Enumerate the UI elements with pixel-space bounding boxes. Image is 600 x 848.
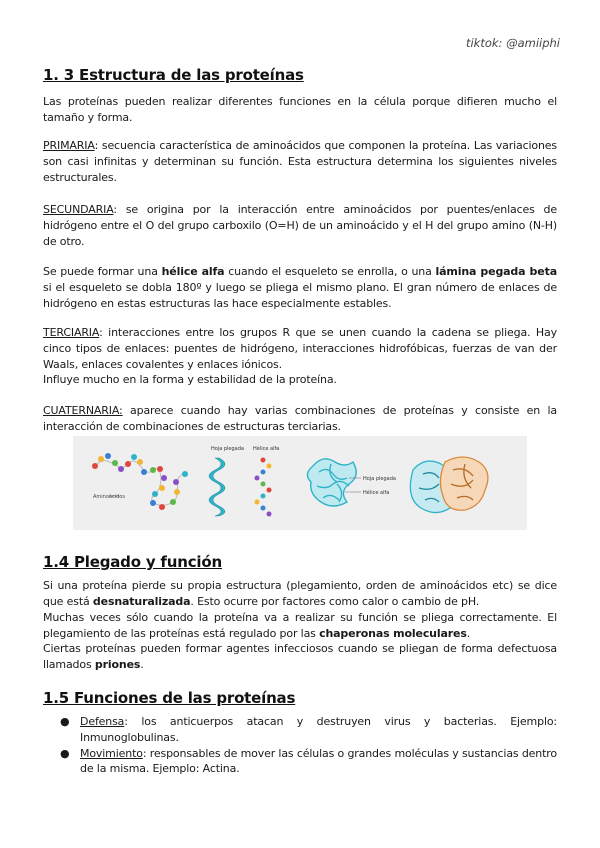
plegado-paragraph-1 bbox=[43, 578, 557, 610]
section-title-1-5: 1.5 Funciones de las proteínas bbox=[43, 689, 296, 707]
funciones-list bbox=[60, 714, 557, 777]
cuaternaria-label: CUATERNARIA: bbox=[43, 404, 123, 417]
primaria-text: : secuencia característica de aminoácidos que componen la proteína. Las variaciones son casi infinitas y determinan su función. Esta estructura determina los siguientes niveles estructurales. bbox=[43, 139, 557, 184]
label-terc-hoja: Hoja plegada bbox=[363, 476, 396, 482]
helice-text-c: cuando el esqueleto se enrolla, o una bbox=[224, 265, 436, 278]
terciaria-paragraph bbox=[43, 325, 557, 388]
cuaternaria-paragraph bbox=[43, 403, 557, 435]
terciaria-label: TERCIARIA bbox=[43, 326, 100, 339]
secondary-bead-helix bbox=[255, 458, 272, 517]
desnaturalizada-bold: desnaturalizada bbox=[92, 594, 191, 608]
chaperonas-bold: chaperonas moleculares bbox=[319, 626, 467, 640]
plegado-p2a: Muchas veces sólo cuando la proteína va a realizar su función se pliega correctamente. El plegamiento de las proteínas está regulado por las bbox=[43, 611, 557, 640]
primary-structure-chain bbox=[92, 453, 188, 510]
protein-structure-illustration bbox=[73, 436, 527, 530]
defensa-text: : los anticuerpos atacan y destruyen virus y bacterias. Ejemplo: Inmunoglobulinas. bbox=[80, 715, 557, 744]
helice-paragraph bbox=[43, 264, 557, 311]
label-hoja-plegada: Hoja plegada bbox=[211, 446, 244, 452]
primaria-paragraph bbox=[43, 138, 557, 185]
intro-paragraph: Las proteínas pueden realizar diferentes funciones en la célula porque difieren mucho el tamaño y forma. bbox=[43, 95, 557, 124]
lamina-beta-bold: lámina pegada beta bbox=[435, 265, 557, 278]
cuaternaria-text: aparece cuando hay varias combinaciones de proteínas y consiste en la interacción de combinaciones de estructuras terciarias. bbox=[43, 404, 557, 433]
movimiento-text: : responsables de mover las células o grandes moléculas y sustancias dentro de la misma. Ejemplo: Actina. bbox=[80, 746, 557, 776]
plegado-p1a: Si una proteína pierde su propia estructura (plegamiento, orden de aminoácidos etc) se dice que está bbox=[43, 579, 557, 608]
label-aminoacidos: Aminoácidos bbox=[93, 494, 125, 500]
plegado-paragraph-2 bbox=[43, 610, 557, 642]
defensa-label: Defensa bbox=[80, 715, 125, 728]
helice-text-e: si el esqueleto se dobla 180º y luego se pliega el mismo plano. El gran número de enlaces de hidrógeno en estas estructuras las hace especialmente estables. bbox=[43, 280, 557, 310]
section-title-1-4: 1.4 Plegado y función bbox=[43, 553, 222, 571]
section-title-1-3: 1. 3 Estructura de las proteínas bbox=[43, 66, 304, 84]
priones-bold: priones bbox=[94, 657, 141, 671]
helice-alfa-bold: hélice alfa bbox=[161, 265, 225, 278]
plegado-p2c: . bbox=[466, 626, 471, 640]
bullet-dot: ● bbox=[60, 746, 70, 760]
label-helice-alfa: Hélice alfa bbox=[253, 446, 280, 452]
secondary-helix bbox=[209, 458, 225, 516]
quaternary-structure bbox=[410, 457, 488, 513]
secundaria-label: SECUNDARIA bbox=[43, 203, 114, 216]
helice-text-a: Se puede formar una bbox=[43, 265, 162, 278]
tertiary-structure bbox=[307, 459, 356, 506]
terciaria-text: : interacciones entre los grupos R que se unen cuando la cadena se pliega. Hay cinco tipos de enlaces: puentes de hidrógeno, interacciones hidrofóbicas, fuerzas de van der Waals, enlaces covalentes y enlaces iónicos. bbox=[43, 326, 557, 371]
primaria-label: PRIMARIA bbox=[43, 139, 95, 152]
plegado-p1c: . Esto ocurre por factores como calor o cambio de pH. bbox=[190, 594, 480, 608]
movimiento-label: Movimiento bbox=[80, 746, 143, 760]
label-terc-helice: Hélice alfa bbox=[363, 490, 390, 496]
list-item-movimiento bbox=[60, 746, 557, 778]
plegado-p3a: Ciertas proteínas pueden formar agentes infecciosos cuando se pliegan de forma defectuosa llamados bbox=[43, 642, 557, 671]
plegado-paragraph-3 bbox=[43, 641, 557, 673]
plegado-p3c: . bbox=[140, 657, 144, 671]
terciaria-extra: Influye mucho en la forma y estabilidad de la proteína. bbox=[43, 373, 337, 387]
bullet-dot: ● bbox=[60, 715, 70, 728]
secundaria-paragraph bbox=[43, 202, 557, 249]
protein-structure-figure bbox=[73, 436, 527, 530]
list-item-defensa bbox=[60, 714, 557, 746]
secundaria-text: : se origina por la interacción entre aminoácidos por puentes/enlaces de hidrógeno entre el O del grupo carboxilo (O=H) de un aminoácido y el H del grupo amino (N-H) de otro. bbox=[43, 203, 557, 248]
tiktok-handle: tiktok: @amiiphi bbox=[465, 36, 560, 50]
